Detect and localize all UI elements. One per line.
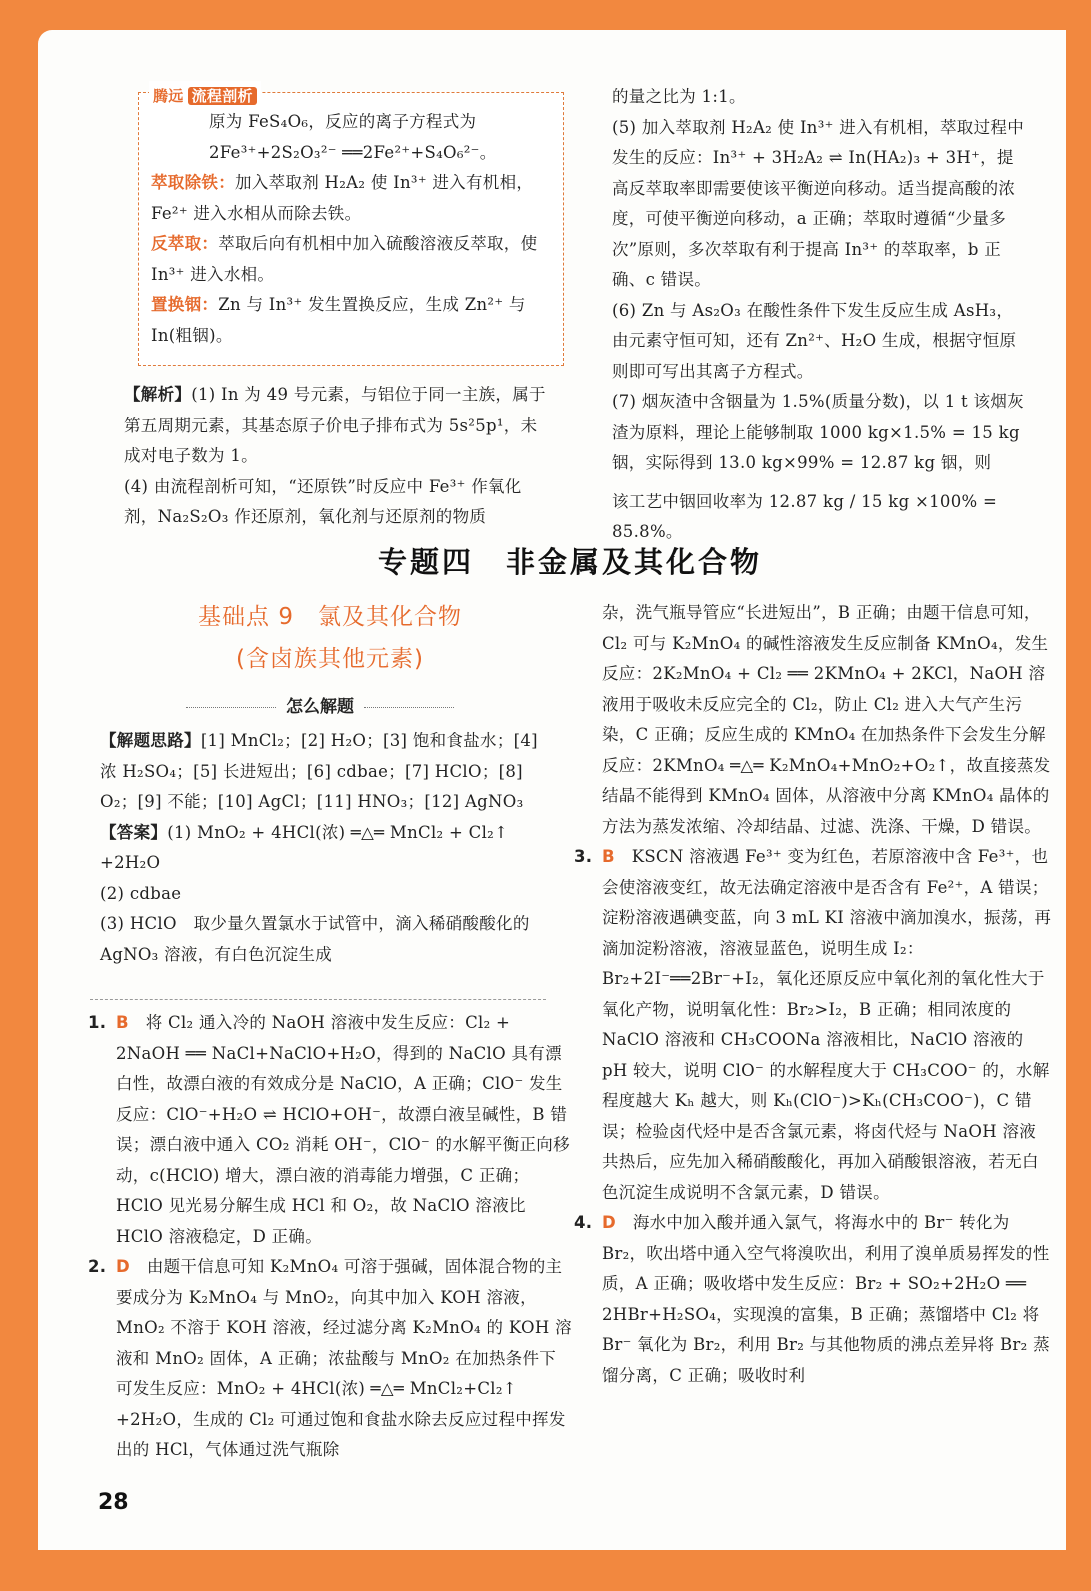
answer-line — [100, 818, 544, 879]
question-3 — [574, 842, 1052, 1208]
question-number: 4. — [574, 1213, 593, 1232]
paragraph: 该工艺中铟回收率为 12.87 kg / 15 kg ×100% = 85.8%。 — [612, 491, 998, 541]
paragraph: (6) Zn 与 As₂O₃ 在酸性条件下发生反应生成 AsH₃，由元素守恒可知，还有 Zn²⁺、H₂O 生成，根据守恒原则即可写出其离子方程式。 — [612, 300, 1017, 381]
right-top-column — [612, 82, 1024, 548]
left-questions — [88, 1008, 572, 1466]
box-step-text: 萃取后向有机相中加入硫酸溶液反萃取，使 In³⁺ 进入水相。 — [151, 234, 538, 284]
box-step-text: Zn 与 In³⁺ 发生置换反应，生成 Zn²⁺ 与 In(粗铟)。 — [151, 295, 526, 345]
box-step-label: 置换铟： — [151, 295, 219, 314]
question-explanation: KSCN 溶液遇 Fe³⁺ 变为红色，若原溶液中含 Fe³⁺，也会使溶液变红，故无法确定溶液中是否含有 Fe²⁺，A 错误；淀粉溶液遇碘变蓝，向 3 mL KI 溶液中滴加溴水，振荡，再滴加淀粉溶液，溶液显蓝色，说明生成 I₂：Br₂+2I⁻══2Br⁻+I₂，氧化还原反应中氧化剂的氧化性大于氧化产物，说明氧化性：Br₂>I₂，B 正确；相同浓度的 NaClO 溶液和 CH₃COONa 溶液相比，NaClO 溶液的 pH 较大，说明 ClO⁻ 的水解程度大于 CH₃COO⁻ 的，水解程度越大 Kₕ 越大，则 Kₕ(ClO⁻)>Kₕ(CH₃COO⁻)，C 错误；检验卤代烃中是否含氯元素，将卤代烃与 NaOH 溶液共热后，应先加入稀硝酸酸化，再加入硝酸银溶液，若无白色沉淀生成说明不含氯元素，D 错误。 — [602, 847, 1052, 1202]
flow-analysis-box — [138, 87, 564, 366]
paragraph: (5) 加入萃取剂 H₂A₂ 使 In³⁺ 进入有机相，萃取过程中发生的反应：In³⁺ + 3H₂A₂ ⇌ In(HA₂)₃ + 3H⁺，提高反萃取率即需要使该平衡逆向移动。适当提高酸的浓度，可使平衡逆向移动，a 正确；萃取时遵循“少量多次”原则，多次萃取有利于提高 In³⁺ 的萃取率，b 正确、c 错误。 — [612, 117, 1024, 289]
answer-label: 【答案】 — [100, 822, 168, 842]
right-questions — [574, 598, 1052, 1391]
how-to-solve-heading: 怎么解题 — [150, 692, 490, 717]
question-2 — [88, 1252, 572, 1466]
question-4 — [574, 1208, 1052, 1391]
box-step-label: 萃取除铁： — [151, 173, 235, 192]
subtitle-line: 基础点 9 氯及其化合物 — [198, 604, 462, 630]
analysis-label: 【解析】 — [124, 385, 192, 404]
bottom-band — [0, 1552, 1091, 1591]
analysis-text: (1) In 为 49 号元素，与铝位于同一主族，属于第五周期元素，其基态原子价电子排布式为 5s²5p¹，未成对电子数为 1。 — [124, 385, 546, 465]
question-number: 2. — [88, 1257, 107, 1276]
section-subtitle — [140, 596, 520, 680]
analysis-paragraph — [124, 380, 548, 472]
answer-line: (2) cdbae — [100, 883, 182, 903]
solve-label: 【解题思路】 — [100, 731, 201, 750]
analysis-paragraph: (4) 由流程剖析可知，“还原铁”时反应中 Fe³⁺ 作氧化剂，Na₂S₂O₃ 作还原剂，氧化剂与还原剂的物质 — [124, 476, 522, 526]
section-title: 专题四 非金属及其化合物 — [377, 545, 762, 579]
question-explanation: 由题干信息可知 K₂MnO₄ 可溶于强碱，固体混合物的主要成分为 K₂MnO₄ 与 MnO₂，向其中加入 KOH 溶液，MnO₂ 不溶于 KOH 溶液，经过滤分离 K₂MnO₄ 的 KOH 溶液和 MnO₂ 固体，A 正确；浓盐酸与 MnO₂ 在加热条件下可发生反应：MnO₂ + 4HCl(浓) ═△═ MnCl₂+Cl₂↑ +2H₂O，生成的 Cl₂ 可通过饱和食盐水除去反应过程中挥发出的 HCl，气体通过洗气瓶除 — [116, 1257, 572, 1459]
answer-letter: D — [602, 1213, 616, 1232]
divider — [90, 999, 546, 1000]
box-step-text: 加入萃取剂 H₂A₂ 使 In³⁺ 进入有机相，Fe²⁺ 进入水相从而除去铁。 — [151, 173, 534, 223]
answer-letter: D — [116, 1257, 130, 1276]
question-explanation: 将 Cl₂ 通入冷的 NaOH 溶液中发生反应：Cl₂ + 2NaOH ══ NaCl+NaClO+H₂O，得到的 NaClO 具有漂白性，故漂白液的有效成分是 NaClO，A 正确；ClO⁻ 发生反应：ClO⁻+H₂O ⇌ HClO+OH⁻，故漂白液呈碱性，B 错误；漂白液中通入 CO₂ 消耗 OH⁻，ClO⁻ 的水解平衡正向移动，c(HClO) 增大，漂白液的消毒能力增强，C 正确；HClO 见光易分解生成 HCl 和 O₂，故 NaClO 溶液比 HClO 溶液稳定，D 正确。 — [116, 1013, 570, 1246]
answer-letter: B — [116, 1013, 129, 1032]
paragraph: (7) 烟灰渣中含铟量为 1.5%(质量分数)，以 1 t 该烟灰渣为原料，理论上能够制取 1000 kg×1.5% = 15 kg 铟，实际得到 13.0 kg×99% = 12.87 kg 铟，则 — [612, 392, 1024, 472]
box-line: 原为 FeS₄O₆，反应的离子方程式为 — [209, 112, 477, 131]
question-1 — [88, 1008, 572, 1252]
box-tag-label: 流程剖析 — [188, 87, 257, 105]
analysis-block — [88, 380, 548, 533]
answer-line: (3) HClO 取少量久置氯水于试管中，滴入稀硝酸酸化的 AgNO₃ 溶液，有白色沉淀生成 — [100, 914, 530, 964]
answer-letter: B — [602, 847, 615, 866]
solve-steps — [100, 726, 544, 818]
answer-text: (1) MnO₂ + 4HCl(浓) ═△═ MnCl₂ + Cl₂↑ +2H₂O — [100, 822, 509, 872]
question-number: 3. — [574, 847, 593, 866]
page-number: 28 — [98, 1490, 129, 1515]
box-tag-brand: 腾远 — [153, 87, 184, 105]
solve-text: [1] MnCl₂；[2] H₂O；[3] 饱和食盐水；[4] 浓 H₂SO₄；[5] 长进短出；[6] cdbae；[7] HClO；[8] O₂；[9] 不能；[10] AgCl；[11] HNO₃；[12] AgNO₃ — [100, 731, 538, 811]
solution-block — [100, 726, 544, 970]
box-tag — [149, 81, 261, 112]
paragraph: 杂，洗气瓶导管应“长进短出”，B 正确；由题干信息可知，Cl₂ 可与 K₂MnO₄ 的碱性溶液发生反应制备 KMnO₄，发生反应：2K₂MnO₄ + Cl₂ ══ 2KMnO₄ + 2KCl，NaOH 溶液用于吸收未反应完全的 Cl₂，防止 Cl₂ 进入大气产生污染，C 正确；反应生成的 KMnO₄ 在加热条件下会发生分解反应：2KMnO₄ ═△═ K₂MnO₄+MnO₂+O₂↑，故直接蒸发结晶不能得到 KMnO₄ 固体，从溶液中分离 KMnO₄ 晶体的方法为蒸发浓缩、冷却结晶、过滤、洗涤、干燥，D 错误。 — [602, 603, 1051, 836]
left-top-column — [88, 76, 548, 533]
box-step — [151, 168, 551, 229]
box-step — [151, 229, 551, 290]
question-explanation: 海水中加入酸并通入氯气，将海水中的 Br⁻ 转化为 Br₂，吹出塔中通入空气将溴吹出，利用了溴单质易挥发的性质，A 正确；吸收塔中发生反应：Br₂ + SO₂+2H₂O ══ 2HBr+H₂SO₄，实现溴的富集，B 正确；蒸馏塔中 Cl₂ 将 Br⁻ 氧化为 Br₂，利用 Br₂ 与其他物质的沸点差异将 Br₂ 蒸馏分离，C 正确；吸收时利 — [602, 1213, 1050, 1385]
box-step-label: 反萃取： — [151, 234, 219, 253]
box-step — [151, 290, 551, 351]
question-number: 1. — [88, 1013, 107, 1032]
paragraph: 的量之比为 1:1。 — [612, 87, 746, 106]
box-equation: 2Fe³⁺+2S₂O₃²⁻ ══2Fe²⁺+S₄O₆²⁻。 — [209, 142, 497, 162]
subtitle-line: (含卤族其他元素) — [236, 646, 424, 672]
